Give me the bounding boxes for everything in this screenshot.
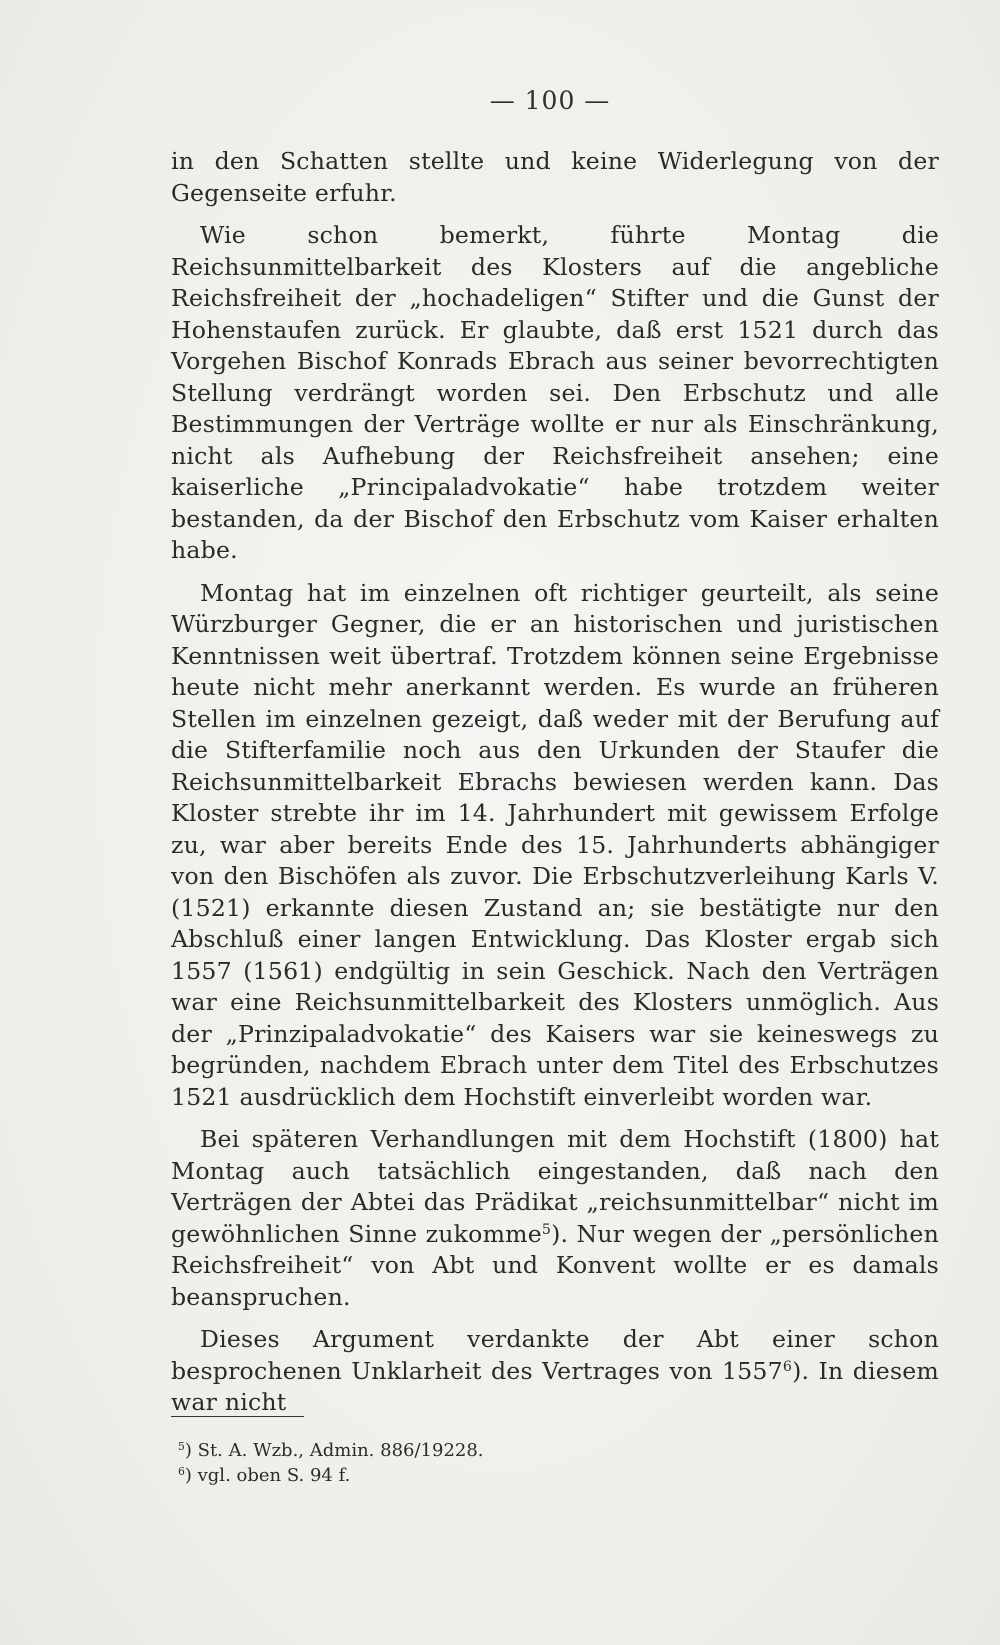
main-text [171, 146, 939, 1419]
paragraph-3: Montag hat im einzelnen oft richtiger geurteilt, als seine Würzburger Gegner, die er an historischen und juristischen Kenntnissen weit übertraf. Trotzdem können seine Ergebnisse heute nicht mehr anerkannt werden. Es wurde an früheren Stellen im einzelnen gezeigt, daß weder mit der Berufung auf die Stifterfamilie noch aus den Urkunden der Staufer die Reichsunmittelbarkeit Ebrachs bewiesen werden kann. Das Kloster strebte ihr im 14. Jahrhundert mit gewissem Erfolge zu, war aber bereits Ende des 15. Jahrhunderts abhängiger von den Bischöfen als zuvor. Die Erbschutzverleihung Karls V. (1521) erkannte diesen Zustand an; sie bestätigte nur den Abschluß einer langen Entwicklung. Das Kloster ergab sich 1557 (1561) endgültig in sein Geschick. Nach den Verträgen war eine Reichsunmittelbarkeit des Klosters unmöglich. Aus der „Prinzipaladvokatie“ des Kaisers war sie keineswegs zu begründen, nachdem Ebrach unter dem Titel des Erbschutzes 1521 ausdrücklich dem Hochstift einverleibt worden war. [171, 578, 939, 1111]
page-number: — 100 — [489, 86, 611, 115]
footnote-text: ) vgl. oben S. 94 f. [184, 1465, 351, 1486]
footnotes [178, 1438, 878, 1488]
footnote-text: ) St. A. Wzb., Admin. 886/19228. [184, 1440, 484, 1461]
paragraph-5-text: Dieses Argument verdankte der Abt einer schon besprochenen Unklarheit des Vertrages von 1557 [171, 1325, 939, 1385]
paragraph-4 [171, 1124, 939, 1313]
paragraph-4-text: Bei späteren Verhandlungen mit dem Hochstift (1800) hat Montag auch tatsächlich eingestanden, daß nach den Verträgen der Abtei das Prädikat „reichsunmittelbar“ nicht im gewöhnlichen Sinne zukomme [171, 1125, 939, 1248]
footnote-5 [178, 1438, 878, 1463]
footnote-6 [178, 1463, 878, 1488]
footnote-separator [171, 1416, 304, 1417]
paragraph-4-text-end: ). Nur wegen der „persönlichen Reichsfreiheit“ von Abt und Konvent wollte er es damals beanspruchen. [171, 1219, 939, 1311]
footnote-ref-5: 5 [541, 1221, 552, 1238]
footnote-marker: 6 [178, 1465, 185, 1479]
paragraph-1: in den Schatten stellte und keine Widerlegung von der Gegenseite erfuhr. [171, 147, 939, 207]
paragraph-2: Wie schon bemerkt, führte Montag die Reichsunmittelbarkeit des Klosters auf die angebliche Reichsfreiheit der „hochadeligen“ Stifter und die Gunst der Hohenstaufen zurück. Er glaubte, daß erst 1521 durch das Vorgehen Bischof Konrads Ebrach aus seiner bevorrechtigten Stellung verdrängt worden sei. Den Erbschutz und alle Bestimmungen der Verträge wollte er nur als Einschränkung, nicht als Aufhebung der Reichsfreiheit ansehen; eine kaiserliche „Principaladvokatie“ habe trotzdem weiter bestanden, da der Bischof den Erbschutz vom Kaiser erhalten habe. [171, 221, 939, 564]
footnote-marker: 5 [178, 1440, 185, 1454]
paragraph-5-text-end: ). In diesem war nicht [171, 1356, 939, 1416]
footnote-ref-6: 6 [782, 1358, 793, 1375]
paragraph-5 [171, 1324, 939, 1419]
